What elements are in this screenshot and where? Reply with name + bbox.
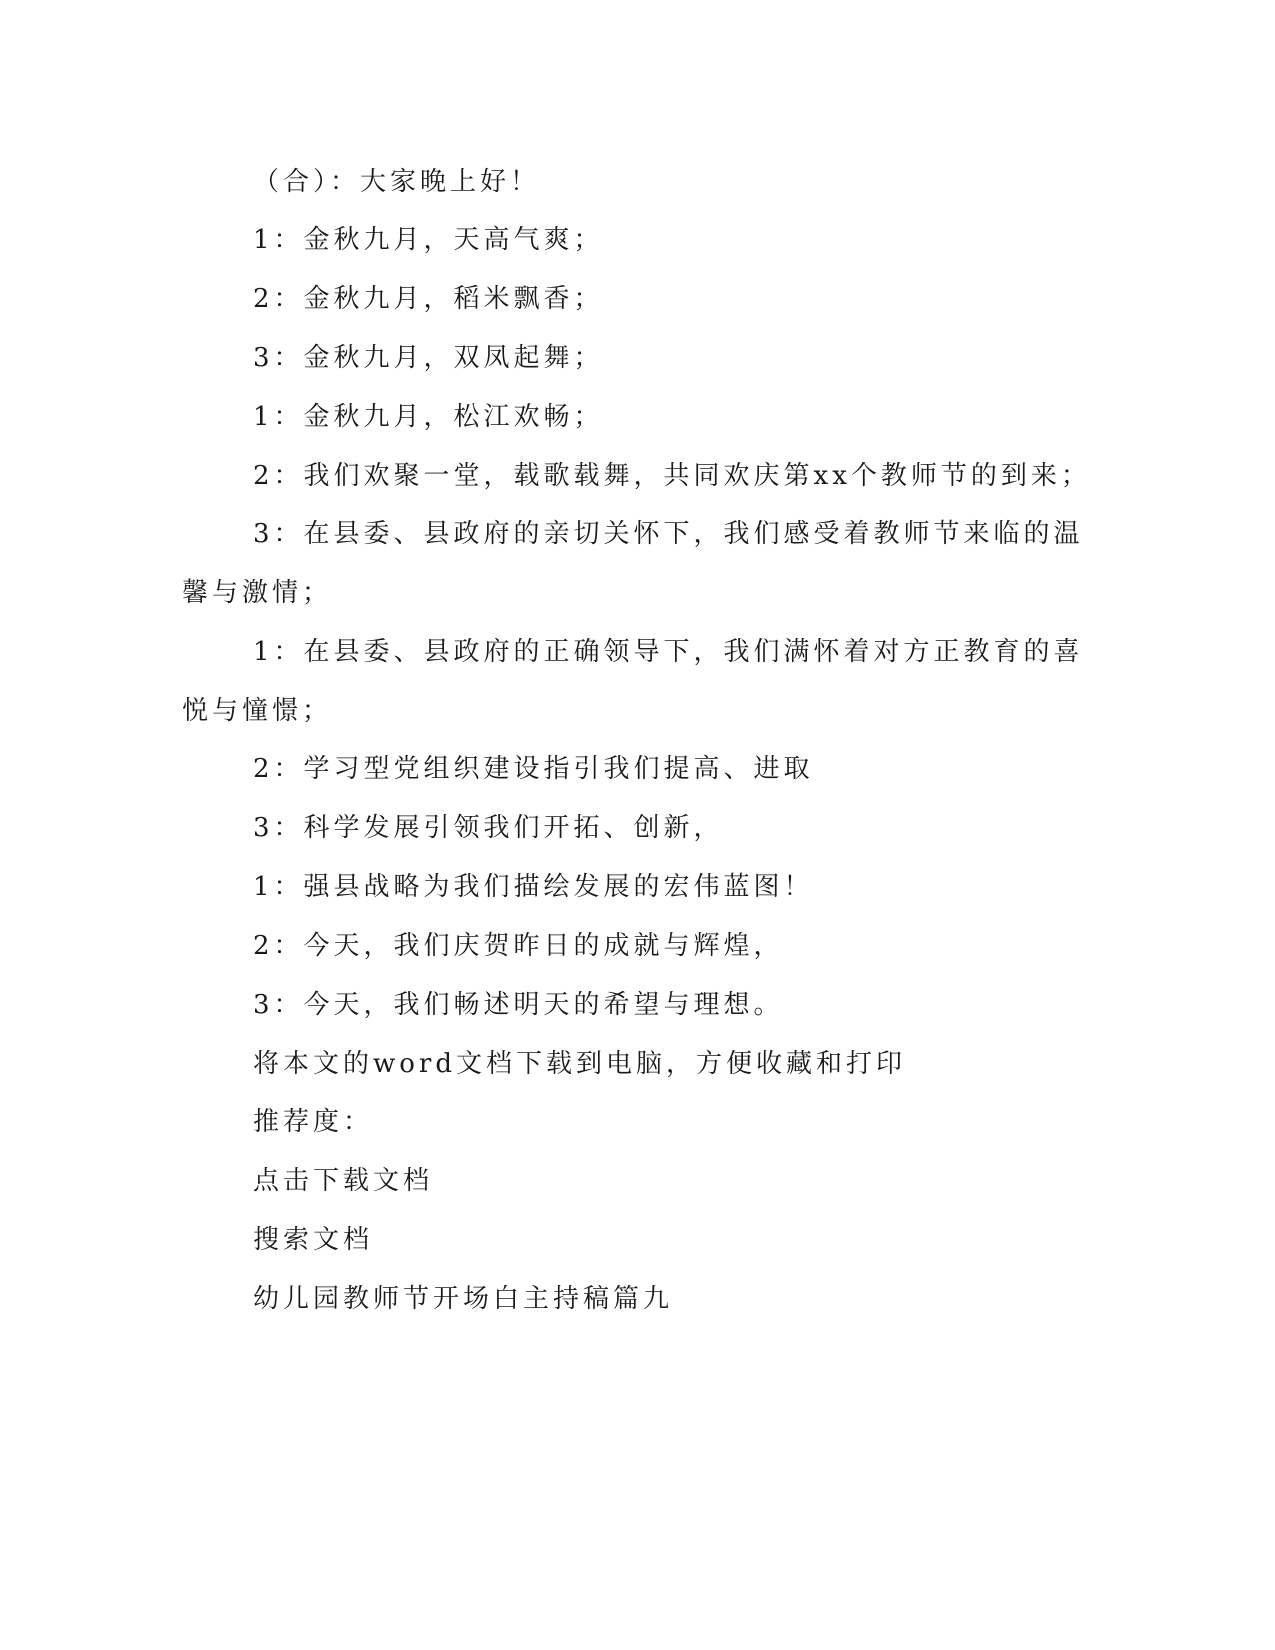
- text-line: 2：今天，我们庆贺昨日的成就与辉煌，: [253, 931, 784, 961]
- text-line: 2：金秋九月，稻米飘香；: [253, 284, 604, 314]
- download-document-link[interactable]: 点击下载文档: [253, 1166, 434, 1196]
- next-article-title[interactable]: 幼儿园教师节开场白主持稿篇九: [253, 1284, 674, 1314]
- text-line: 3：科学发展引领我们开拓、创新，: [253, 813, 724, 843]
- text-line: 3：金秋九月，双凤起舞；: [253, 343, 604, 373]
- text-line: （合）：大家晚上好！: [253, 167, 541, 197]
- text-line: 1：在县委、县政府的正确领导下，我们满怀着对方正教育的喜: [253, 637, 1084, 667]
- text-line: 1：强县战略为我们描绘发展的宏伟蓝图！: [253, 872, 814, 902]
- recommend-label: 推荐度：: [253, 1107, 374, 1137]
- search-document-link[interactable]: 搜索文档: [253, 1225, 374, 1255]
- text-line: 1：金秋九月，松江欢畅；: [253, 402, 604, 432]
- download-note: 将本文的word文档下载到电脑，方便收藏和打印: [253, 1049, 906, 1079]
- text-line: 3：在县委、县政府的亲切关怀下，我们感受着教师节来临的温: [253, 519, 1084, 549]
- text-line: 2：我们欢聚一堂，载歌载舞，共同欢庆第xx个教师节的到来；: [253, 461, 1091, 491]
- text-line: 馨与激情；: [182, 578, 333, 608]
- text-line: 2：学习型党组织建设指引我们提高、进取: [253, 754, 814, 784]
- text-line: 悦与憧憬；: [182, 696, 333, 726]
- text-line: 1：金秋九月，天高气爽；: [253, 225, 604, 255]
- text-line: 3：今天，我们畅述明天的希望与理想。: [253, 990, 784, 1020]
